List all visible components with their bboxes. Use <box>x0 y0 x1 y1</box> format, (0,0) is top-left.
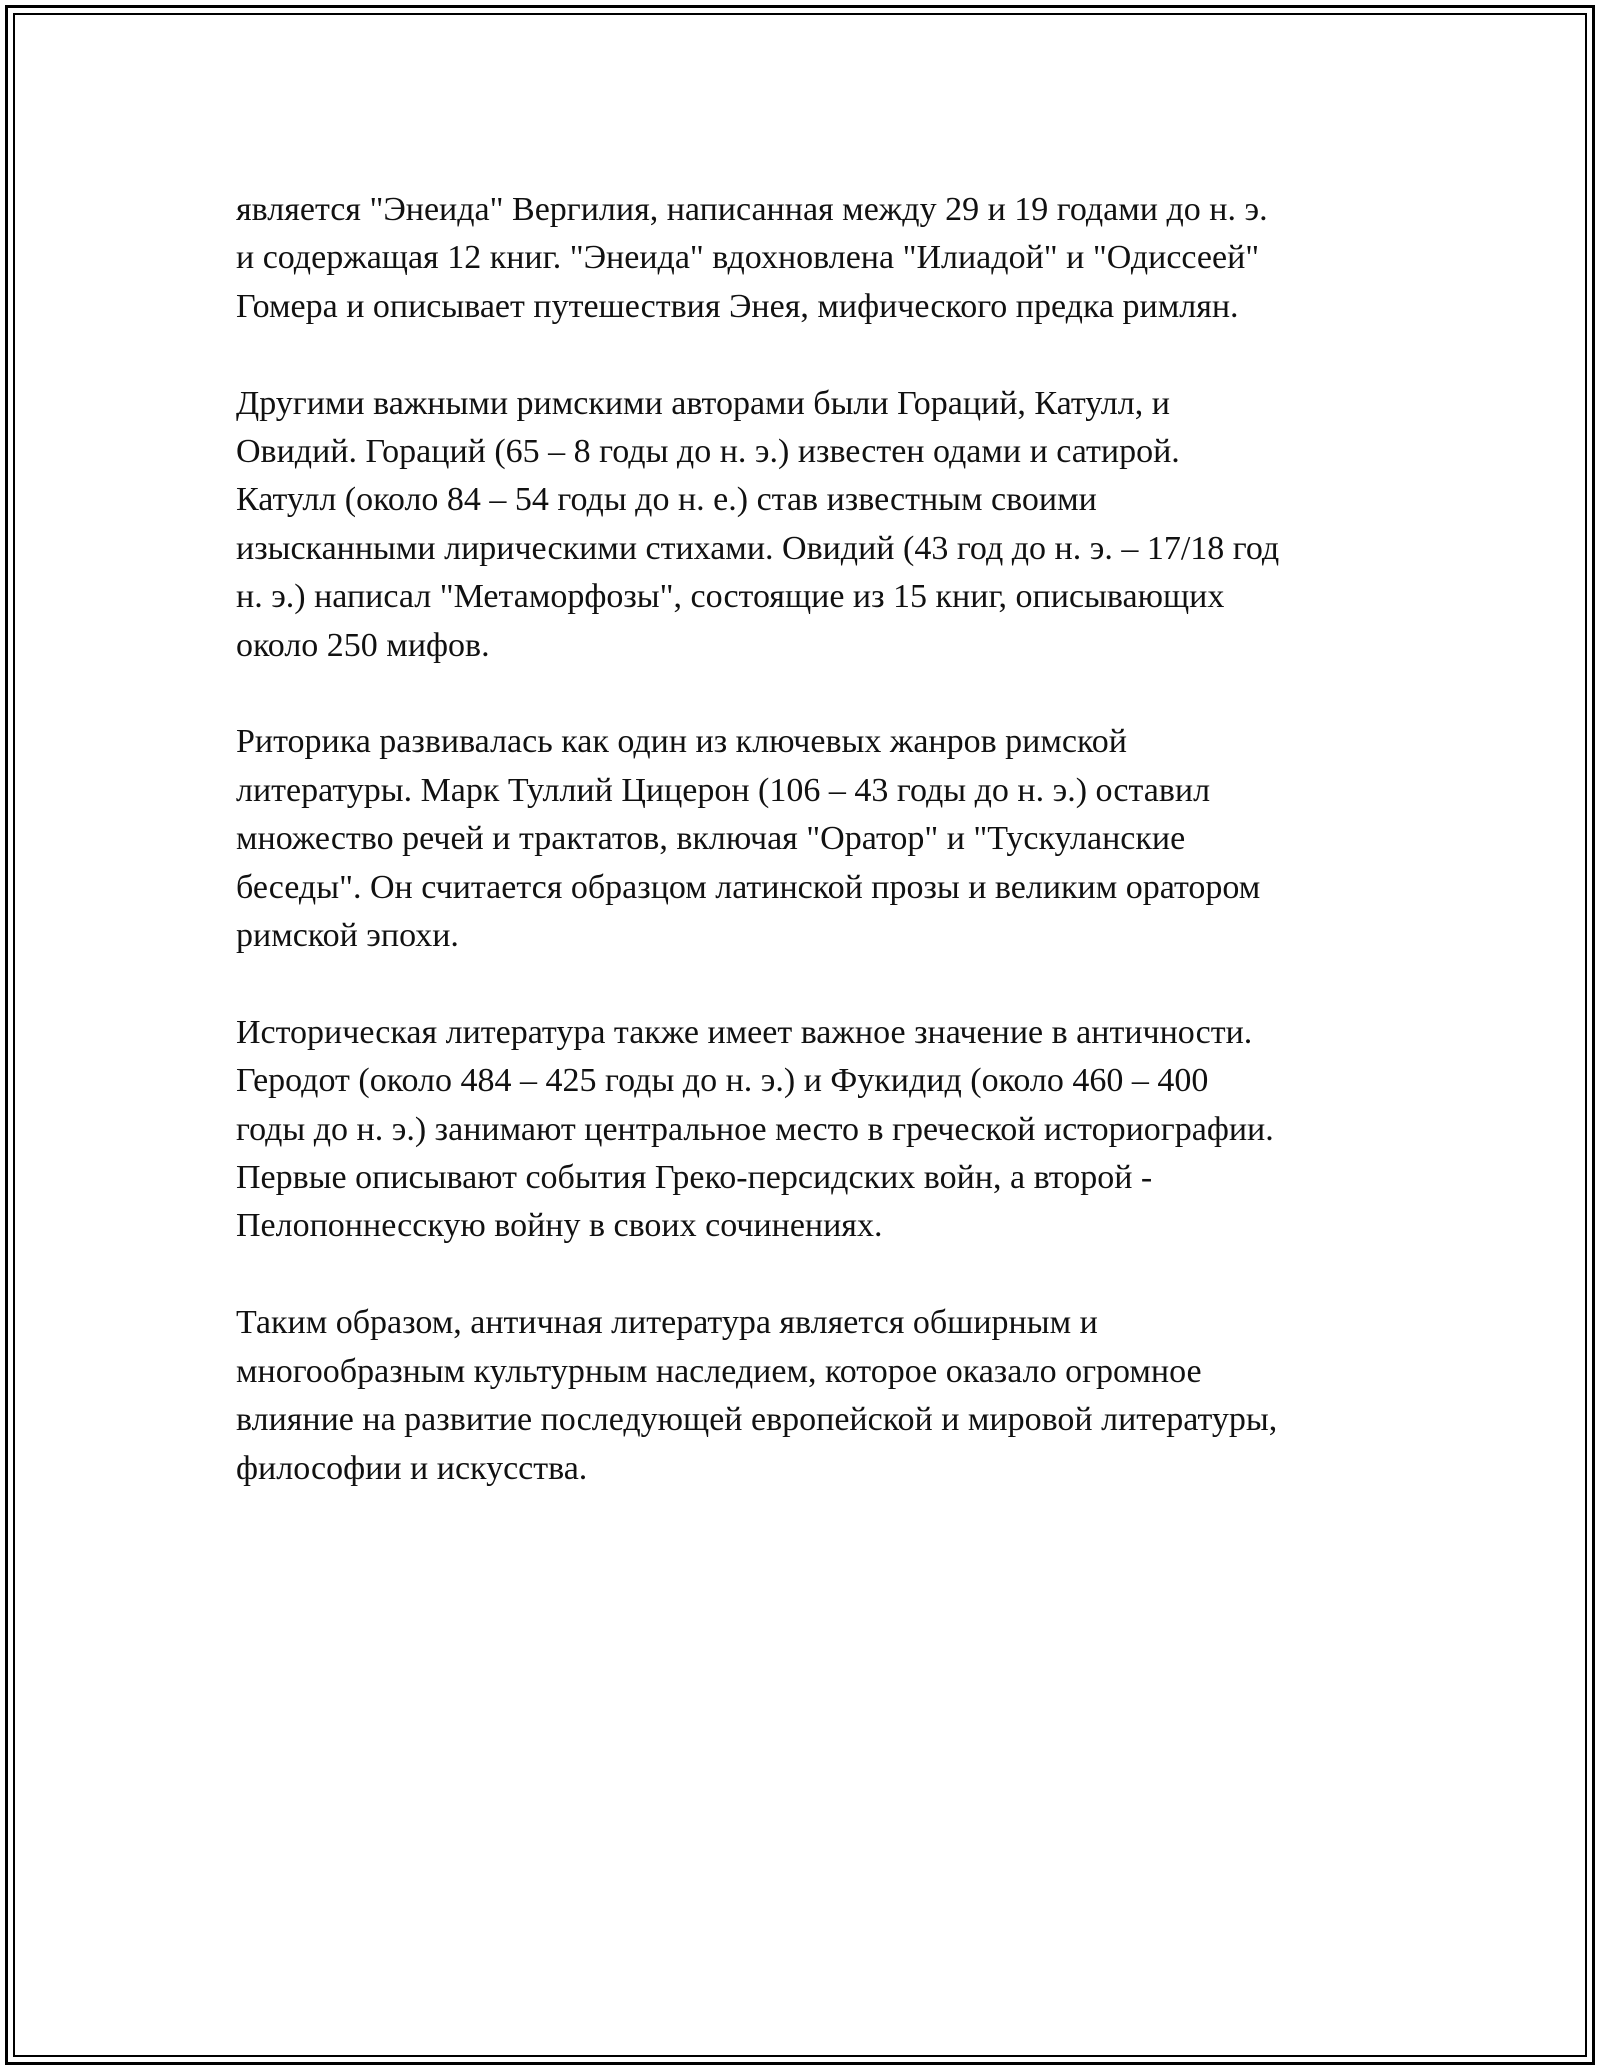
paragraph-conclusion: Таким образом, античная литература является обширным и многообразным культурным наследием, которое оказало огромное влияние на развитие последующей европейской и мировой литературы, философии и искусства. <box>236 1304 1278 1487</box>
paragraph-roman-authors: Другими важными римскими авторами были Гораций, Катулл, и Овидий. Гораций (65 – 8 годы до н. э.) известен одами и сатирой. Катулл (около 84 – 54 годы до н. е.) став известным своими изысканными лирическими стихами. Овидий (43 год до н. э. – 17/18 год н. э.) написал "Метаморфозы", состоящие из 15 книг, описывающих около 250 мифов. <box>236 384 1280 664</box>
document-body <box>236 186 1386 1541</box>
paragraph-rhetoric: Риторика развивалась как один из ключевых жанров римской литературы. Марк Туллий Цицерон (106 – 43 годы до н. э.) оставил множество речей и трактатов, включая "Оратор" и "Тускуланские беседы". Он считается образцом латинской прозы и великим оратором римской эпохи. <box>236 723 1261 955</box>
paragraph-historical-literature: Историческая литература также имеет важное значение в античности. Геродот (около 484 – 425 годы до н. э.) и Фукидид (около 460 – 400 годы до н. э.) занимают центральное место в греческой историографии. Первые описывают события Греко-персидских войн, а второй - Пелопоннесскую войну в своих сочинениях. <box>236 1013 1274 1245</box>
paragraph-aeneid: является "Энеида" Вергилия, написанная между 29 и 19 годами до н. э. и содержащая 12 книг. "Энеида" вдохновлена "Илиадой" и "Одиссеей" Гомера и описывает путешествия Энея, мифического предка римлян. <box>236 191 1268 325</box>
